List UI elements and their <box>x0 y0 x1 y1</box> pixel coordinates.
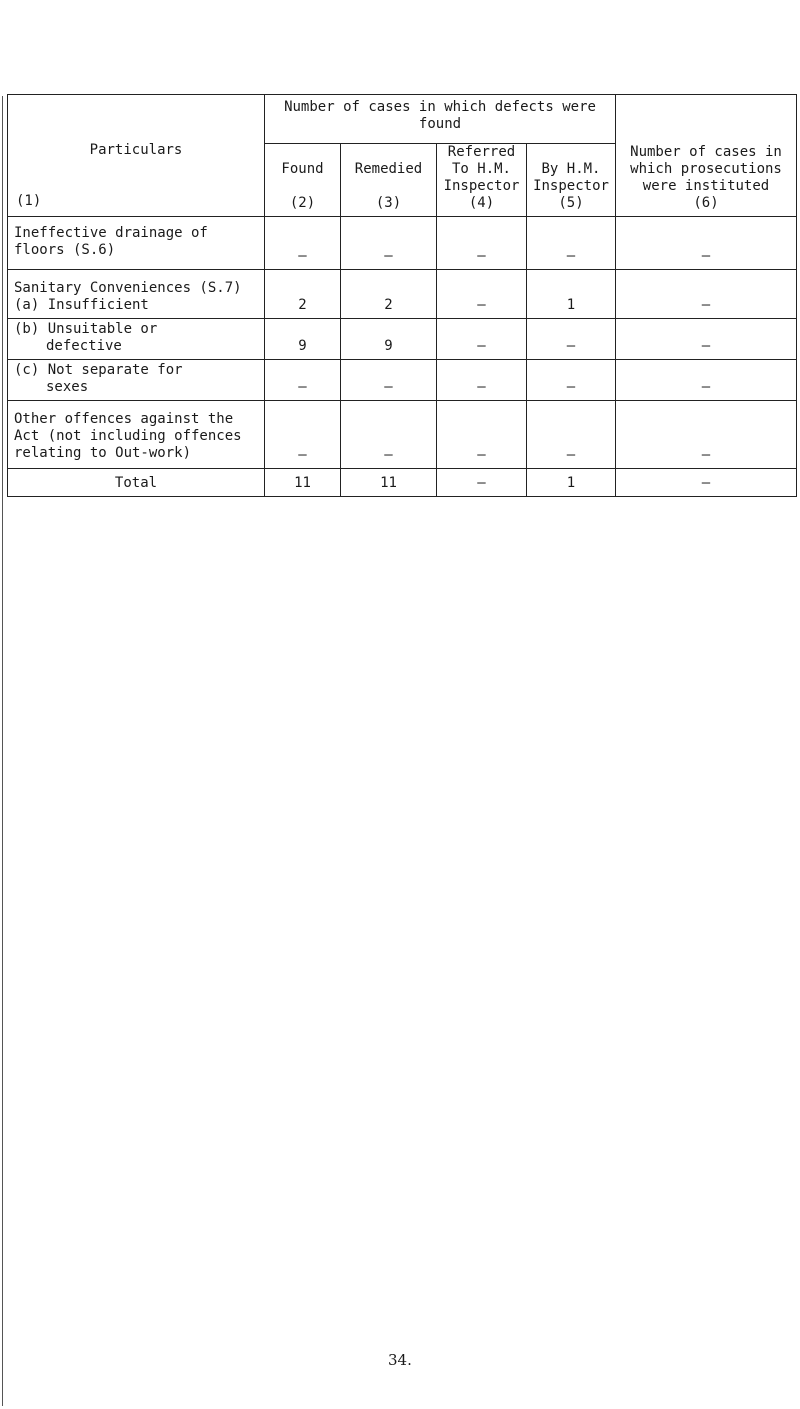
row-label-insufficient <box>8 270 265 319</box>
cell-to-hm: – <box>437 401 527 469</box>
cell-to-hm: – <box>437 319 527 360</box>
cell-remedied: – <box>341 401 437 469</box>
remedied-header <box>341 144 437 217</box>
remedied-header-label: Remedied <box>354 161 423 177</box>
found-header <box>265 144 341 217</box>
page-number: 34. <box>388 1351 412 1369</box>
row-label-drainage: Ineffective drainage of floors (S.6) <box>8 217 265 270</box>
cell-remedied: 11 <box>341 469 437 497</box>
row-label-total: Total <box>8 469 265 497</box>
unsuitable-label: (b) Unsuitable or <box>14 321 158 337</box>
table-row-drainage <box>8 217 797 270</box>
cell-prosecutions: – <box>616 319 797 360</box>
not-separate-label-cont: sexes <box>46 379 89 395</box>
found-header-label: Found <box>281 161 324 177</box>
cell-to-hm: – <box>437 360 527 401</box>
cell-found: 9 <box>265 319 341 360</box>
unsuitable-label-cont: defective <box>46 338 122 354</box>
prosecutions-header-label: Number of cases in which prosecutions were instituted <box>630 144 782 194</box>
defects-group-header: Number of cases in which defects were found <box>265 95 616 144</box>
cell-prosecutions: – <box>616 217 797 270</box>
defects-table <box>7 94 797 497</box>
table-row-not-separate <box>8 360 797 401</box>
to-hm-inspector-header <box>437 144 527 217</box>
cell-prosecutions: – <box>616 360 797 401</box>
found-col-number: (2) <box>289 195 316 211</box>
cell-found: – <box>265 217 341 270</box>
cell-to-hm: – <box>437 469 527 497</box>
by-hm-col-number: (5) <box>558 195 584 211</box>
row-label-other-offences: Other offences against the Act (not including offences relating to Out-work) <box>8 401 265 469</box>
by-hm-inspector-label: By H.M. Inspector <box>533 161 609 194</box>
insufficient-label: (a) Insufficient <box>14 297 149 313</box>
cell-to-hm: – <box>437 270 527 319</box>
left-margin-rule <box>2 96 3 1406</box>
particulars-header-label: Particulars <box>89 142 183 158</box>
cell-by-hm: – <box>527 401 616 469</box>
cell-found: – <box>265 360 341 401</box>
header-row-1 <box>8 95 797 144</box>
table-row-total <box>8 469 797 497</box>
row-label-unsuitable <box>8 319 265 360</box>
not-separate-label: (c) Not separate for <box>14 362 183 378</box>
table-row-other-offences <box>8 401 797 469</box>
cell-found: 2 <box>265 270 341 319</box>
cell-to-hm: – <box>437 217 527 270</box>
cell-remedied: – <box>341 217 437 270</box>
cell-remedied: – <box>341 360 437 401</box>
cell-prosecutions: – <box>616 270 797 319</box>
cell-by-hm: 1 <box>527 270 616 319</box>
by-hm-inspector-header <box>527 144 616 217</box>
to-hm-inspector-label: To H.M. Inspector <box>443 161 520 194</box>
particulars-col-number: (1) <box>16 193 42 209</box>
sanitary-heading: Sanitary Conveniences (S.7) <box>14 280 242 296</box>
cell-remedied: 9 <box>341 319 437 360</box>
prosecutions-header <box>616 95 797 217</box>
cell-remedied: 2 <box>341 270 437 319</box>
to-hm-col-number: (4) <box>468 195 495 211</box>
row-label-not-separate <box>8 360 265 401</box>
cell-by-hm: – <box>527 319 616 360</box>
referred-header-label: Referred <box>447 144 516 160</box>
remedied-col-number: (3) <box>375 195 402 211</box>
cell-by-hm: 1 <box>527 469 616 497</box>
cell-found: 11 <box>265 469 341 497</box>
cell-prosecutions: – <box>616 401 797 469</box>
table-row-insufficient <box>8 270 797 319</box>
prosecutions-col-number: (6) <box>693 195 719 211</box>
particulars-header <box>8 95 265 217</box>
cell-prosecutions: – <box>616 469 797 497</box>
cell-by-hm: – <box>527 217 616 270</box>
table-row-unsuitable <box>8 319 797 360</box>
cell-found: – <box>265 401 341 469</box>
cell-by-hm: – <box>527 360 616 401</box>
